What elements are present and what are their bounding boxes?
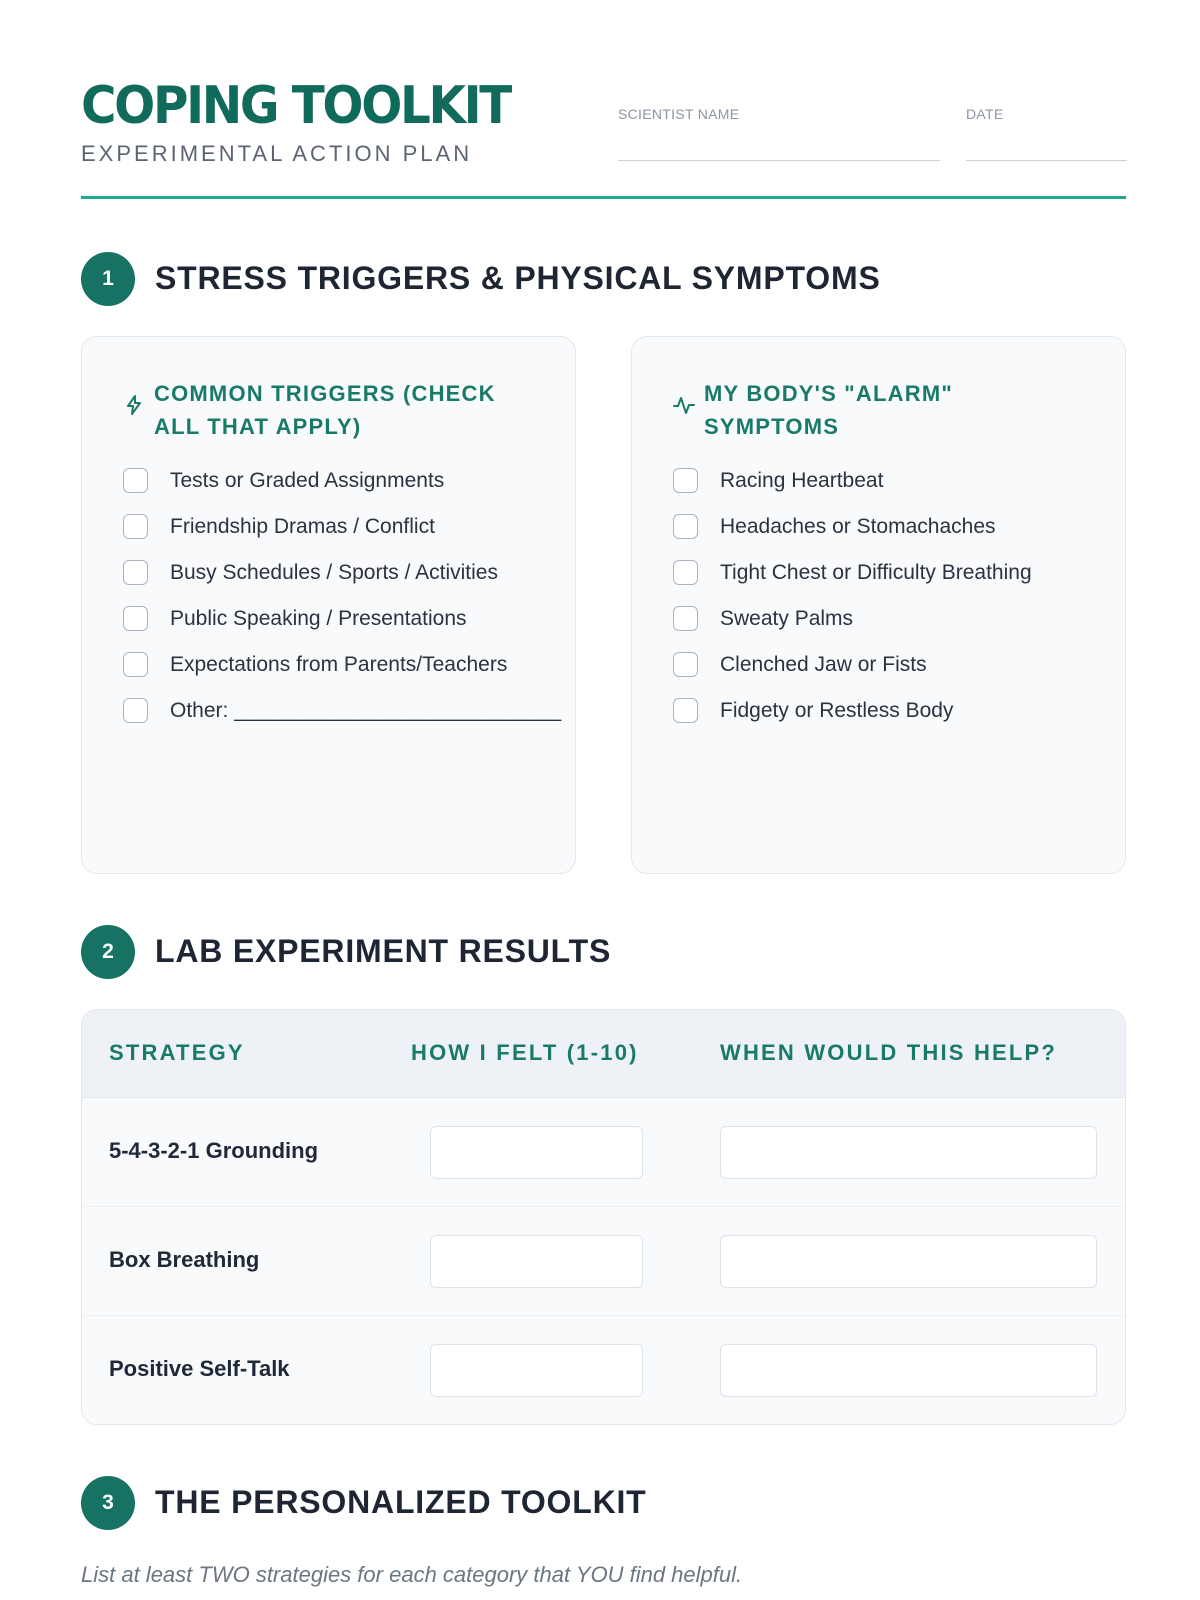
checkbox[interactable] — [673, 606, 698, 631]
felt-rating-input[interactable] — [430, 1235, 643, 1288]
checklist-item[interactable] — [673, 694, 1113, 727]
worksheet-subtitle: EXPERIMENTAL ACTION PLAN — [81, 141, 473, 166]
column-header-felt: HOW I FELT (1-10) — [411, 1040, 639, 1065]
symptoms-card-title: MY BODY'S "ALARM" SYMPTOMS — [704, 381, 953, 439]
triggers-card — [81, 336, 576, 874]
header-divider — [81, 196, 1126, 199]
checkbox[interactable] — [673, 560, 698, 585]
checklist-item[interactable] — [673, 556, 1113, 589]
lightning-icon — [122, 393, 146, 417]
date-label: DATE — [966, 106, 1004, 122]
section-title: STRESS TRIGGERS & PHYSICAL SYMPTOMS — [155, 260, 881, 296]
checklist-item-label: Tests or Graded Assignments — [170, 469, 445, 492]
checklist-item-label: Other: ____________________________ — [170, 699, 562, 722]
checkbox[interactable] — [123, 606, 148, 631]
triggers-checklist — [123, 464, 563, 740]
checklist-item[interactable] — [673, 464, 1113, 497]
table-row — [82, 1316, 1125, 1425]
checkbox[interactable] — [123, 652, 148, 677]
section-title: LAB EXPERIMENT RESULTS — [155, 933, 612, 969]
checklist-item-label: Expectations from Parents/Teachers — [170, 653, 508, 676]
section-title: THE PERSONALIZED TOOLKIT — [155, 1484, 647, 1520]
checklist-item-label: Busy Schedules / Sports / Activities — [170, 561, 498, 584]
toolkit-instructions: List at least TWO strategies for each category that YOU find helpful. — [81, 1562, 743, 1587]
checkbox[interactable] — [673, 468, 698, 493]
table-row — [82, 1098, 1125, 1207]
checklist-item-label: Clenched Jaw or Fists — [720, 653, 927, 676]
section-number-badge: 3 — [81, 1476, 135, 1530]
checklist-item[interactable] — [123, 602, 563, 635]
date-line[interactable] — [966, 160, 1127, 161]
strategy-name: 5-4-3-2-1 Grounding — [109, 1138, 319, 1163]
column-header-strategy: STRATEGY — [109, 1040, 245, 1065]
when-help-input[interactable] — [720, 1235, 1097, 1288]
table-header — [82, 1010, 1125, 1098]
checklist-item-label: Racing Heartbeat — [720, 469, 884, 492]
section-number-badge: 1 — [81, 252, 135, 306]
column-header-help: WHEN WOULD THIS HELP? — [720, 1040, 1058, 1065]
checklist-item-label: Public Speaking / Presentations — [170, 607, 467, 630]
checklist-item-label: Tight Chest or Difficulty Breathing — [720, 561, 1032, 584]
checkbox[interactable] — [673, 652, 698, 677]
checklist-item[interactable] — [673, 648, 1113, 681]
symptoms-card — [631, 336, 1126, 874]
checklist-item[interactable] — [123, 464, 563, 497]
checklist-item[interactable] — [123, 510, 563, 543]
pulse-icon — [672, 393, 696, 417]
triggers-card-title: COMMON TRIGGERS (CHECK ALL THAT APPLY) — [154, 381, 496, 439]
strategy-name: Positive Self-Talk — [109, 1356, 290, 1381]
checkbox[interactable] — [123, 560, 148, 585]
checklist-item[interactable] — [123, 556, 563, 589]
felt-rating-input[interactable] — [430, 1126, 643, 1179]
checkbox[interactable] — [123, 468, 148, 493]
when-help-input[interactable] — [720, 1344, 1097, 1397]
scientist-name-line[interactable] — [618, 160, 940, 161]
section-number-badge: 2 — [81, 925, 135, 979]
when-help-input[interactable] — [720, 1126, 1097, 1179]
checkbox[interactable] — [123, 514, 148, 539]
experiment-results-table — [81, 1009, 1126, 1425]
checkbox[interactable] — [123, 698, 148, 723]
table-row — [82, 1207, 1125, 1316]
worksheet-title: COPING TOOLKIT — [81, 76, 510, 136]
checklist-item[interactable] — [123, 648, 563, 681]
checklist-item-label: Headaches or Stomachaches — [720, 515, 996, 538]
checkbox[interactable] — [673, 698, 698, 723]
checklist-item-label: Fidgety or Restless Body — [720, 699, 954, 722]
checkbox[interactable] — [673, 514, 698, 539]
strategy-name: Box Breathing — [109, 1247, 260, 1272]
checklist-item[interactable] — [123, 694, 563, 727]
checklist-item-label: Friendship Dramas / Conflict — [170, 515, 435, 538]
checklist-item-label: Sweaty Palms — [720, 607, 854, 630]
checklist-item[interactable] — [673, 510, 1113, 543]
worksheet-header — [81, 78, 1126, 200]
scientist-name-label: SCIENTIST NAME — [618, 106, 740, 122]
date-field[interactable] — [966, 106, 1127, 122]
felt-rating-input[interactable] — [430, 1344, 643, 1397]
symptoms-checklist — [673, 464, 1113, 740]
scientist-name-field[interactable] — [618, 106, 940, 122]
checklist-item[interactable] — [673, 602, 1113, 635]
